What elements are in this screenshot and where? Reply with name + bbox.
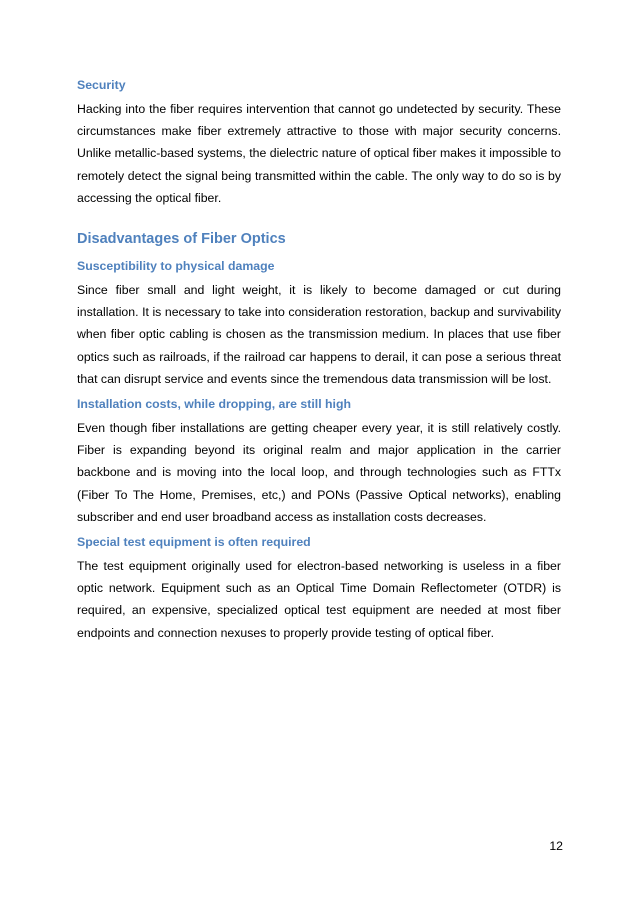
security-heading: Security xyxy=(77,78,126,92)
installation-costs-section xyxy=(77,396,561,528)
security-section xyxy=(77,77,561,209)
physical-damage-heading: Susceptibility to physical damage xyxy=(77,259,275,274)
installation-costs-paragraph: Even though fiber installations are getting cheaper every year, it is still relatively costly. Fiber is expanding beyond its original realm and major application in the carrier backbone and is moving into the local loop, and through technologies such as FTTx (Fiber To The Home, Premises, etc,) and PONs (Passive Optical networks), enabling subscriber and end user broadband access as installation costs decreases. xyxy=(77,421,561,524)
test-equipment-section xyxy=(77,534,561,644)
disadvantages-heading-wrap xyxy=(77,230,561,248)
disadvantages-heading: Disadvantages of Fiber Optics xyxy=(77,231,286,248)
security-paragraph: Hacking into the fiber requires intervention that cannot go undetected by security. These circumstances make fiber extremely attractive to those with major security concerns. Unlike metallic-based systems, the dielectric nature of optical fiber makes it impossible to remotely detect the signal being transmitted within the cable. The only way to do so is by accessing the optical fiber. xyxy=(77,102,561,205)
test-equipment-paragraph: The test equipment originally used for electron-based networking is useless in a fiber optic network. Equipment such as an Optical Time Domain Reflectometer (OTDR) is required, an expensive, specialized optical test equipment are needed at most fiber endpoints and connection nexuses to properly provide testing of optical fiber. xyxy=(77,559,561,640)
installation-costs-heading: Installation costs, while dropping, are still high xyxy=(77,397,351,412)
physical-damage-section xyxy=(77,258,561,390)
document-page xyxy=(77,74,561,644)
test-equipment-heading: Special test equipment is often required xyxy=(77,535,311,550)
physical-damage-paragraph: Since fiber small and light weight, it is likely to become damaged or cut during installation. It is necessary to take into consideration restoration, backup and survivability when fiber optic cabling is chosen as the transmission medium. In places that use fiber optics such as railroads, if the railroad car happens to derail, it can pose a serious threat that can disrupt service and events since the tremendous data transmission will be lost. xyxy=(77,283,561,386)
page-number: 12 xyxy=(549,839,563,853)
